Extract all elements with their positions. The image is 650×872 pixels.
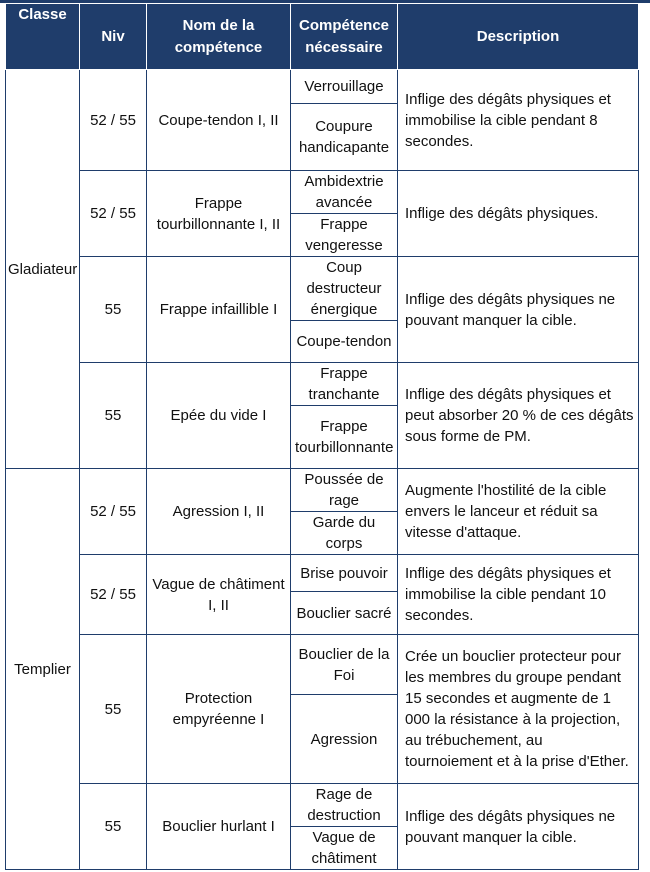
description-cell: Crée un bouclier protecteur pour les membres du groupe pendant 15 secondes et augmente de 1 000 la résistance à la projection, au trébuchement, au tournoiement et à la prise d'Ether.	[398, 635, 639, 784]
required-skill-cell: Frappe tranchante	[291, 363, 398, 406]
required-skill-cell: Frappe vengeresse	[291, 214, 398, 257]
skill-name-cell: Epée du vide I	[147, 363, 291, 469]
header-niv: Niv	[80, 4, 147, 70]
level-cell: 52 / 55	[80, 171, 147, 257]
description-cell: Inflige des dégâts physiques ne pouvant manquer la cible.	[398, 784, 639, 870]
required-skill-cell: Coupure handicapante	[291, 104, 398, 171]
required-skill-cell: Coup destructeur énergique	[291, 257, 398, 321]
required-skill-cell: Bouclier sacré	[291, 592, 398, 635]
required-skill-cell: Bouclier de la Foi	[291, 635, 398, 695]
level-cell: 55	[80, 363, 147, 469]
skill-name-cell: Bouclier hurlant I	[147, 784, 291, 870]
class-cell-gladiateur: Gladiateur	[6, 70, 80, 469]
required-skill-cell: Agression	[291, 695, 398, 784]
required-skill-cell: Vague de châtiment	[291, 827, 398, 870]
skill-name-cell: Coupe-tendon I, II	[147, 70, 291, 171]
skill-name-cell: Protection empyréenne I	[147, 635, 291, 784]
description-cell: Inflige des dégâts physiques et immobilise la cible pendant 8 secondes.	[398, 70, 639, 171]
description-cell: Inflige des dégâts physiques et immobilise la cible pendant 10 secondes.	[398, 555, 639, 635]
header-competence: Compétence nécessaire	[291, 4, 398, 70]
table-row	[6, 635, 639, 695]
header-nom: Nom de la compétence	[147, 4, 291, 70]
level-cell: 52 / 55	[80, 70, 147, 171]
level-cell: 55	[80, 784, 147, 870]
table-row	[6, 257, 639, 321]
required-skill-cell: Poussée de rage	[291, 469, 398, 512]
header-description: Description	[398, 4, 639, 70]
required-skill-cell: Verrouillage	[291, 70, 398, 104]
table-row	[6, 555, 639, 592]
level-cell: 52 / 55	[80, 469, 147, 555]
class-cell-templier: Templier	[6, 469, 80, 870]
skills-table	[5, 3, 639, 870]
description-cell: Augmente l'hostilité de la cible envers le lanceur et réduit sa vitesse d'attaque.	[398, 469, 639, 555]
required-skill-cell: Garde du corps	[291, 512, 398, 555]
skill-name-cell: Frappe infaillible I	[147, 257, 291, 363]
skill-name-cell: Vague de châtiment I, II	[147, 555, 291, 635]
header-row	[6, 4, 639, 70]
skill-name-cell: Frappe tourbillonnante I, II	[147, 171, 291, 257]
description-cell: Inflige des dégâts physiques ne pouvant manquer la cible.	[398, 257, 639, 363]
level-cell: 55	[80, 257, 147, 363]
required-skill-cell: Rage de destruction	[291, 784, 398, 827]
skill-name-cell: Agression I, II	[147, 469, 291, 555]
required-skill-cell: Ambidextrie avancée	[291, 171, 398, 214]
required-skill-cell: Frappe tourbillonnante	[291, 406, 398, 469]
description-cell: Inflige des dégâts physiques.	[398, 171, 639, 257]
table-row	[6, 363, 639, 406]
table-row	[6, 784, 639, 827]
table-row	[6, 171, 639, 214]
level-cell: 55	[80, 635, 147, 784]
table-row	[6, 70, 639, 104]
header-classe: Classe	[6, 4, 80, 70]
table-row	[6, 469, 639, 512]
required-skill-cell: Coupe-tendon	[291, 321, 398, 363]
level-cell: 52 / 55	[80, 555, 147, 635]
required-skill-cell: Brise pouvoir	[291, 555, 398, 592]
description-cell: Inflige des dégâts physiques et peut absorber 20 % de ces dégâts sous forme de PM.	[398, 363, 639, 469]
